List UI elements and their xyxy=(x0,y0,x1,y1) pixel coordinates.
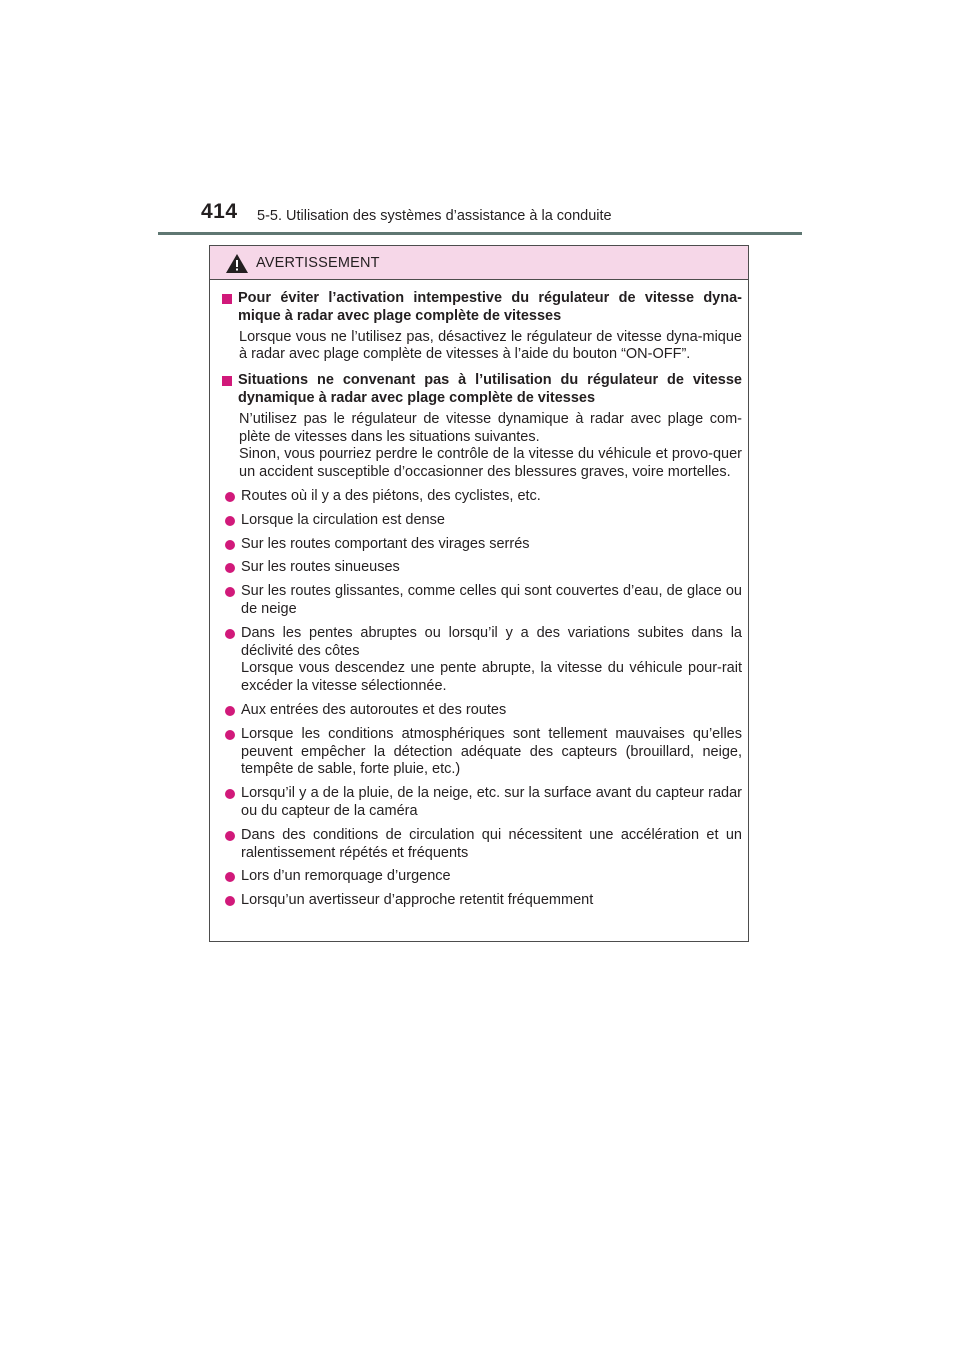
list-item xyxy=(222,488,742,506)
list-item-text: Lorsqu’un avertisseur d’approche retentit fréquemment xyxy=(241,892,594,909)
square-bullet-icon xyxy=(222,376,232,386)
circle-bullet-icon xyxy=(225,587,235,597)
list-item xyxy=(222,583,742,619)
circle-bullet-icon xyxy=(225,706,235,716)
circle-bullet-icon xyxy=(225,540,235,550)
list-item xyxy=(222,892,742,910)
section-text xyxy=(222,411,742,482)
list-item xyxy=(222,702,742,720)
warning-header xyxy=(210,246,748,280)
list-item-text: Lorsque la circulation est dense xyxy=(241,511,445,528)
list-item-text: Lorsque les conditions atmosphériques sont tellement mauvaises qu’elles peuvent empêcher la détection adéquate des capteurs (brouillard, neige, tempête de sable, forte pluie, etc.) xyxy=(241,725,742,778)
section-text xyxy=(222,329,742,365)
list-item-text: Sur les routes comportant des virages serrés xyxy=(241,535,530,552)
square-bullet-icon xyxy=(222,294,232,304)
list-item xyxy=(222,868,742,886)
paragraph: Sinon, vous pourriez perdre le contrôle de la vitesse du véhicule et provo-quer un accident susceptible d’occasionner des blessures graves, voire mortelles. xyxy=(239,446,742,481)
circle-bullet-icon xyxy=(225,516,235,526)
warning-box xyxy=(209,245,749,942)
header-rule xyxy=(158,232,802,235)
paragraph: Lorsque vous ne l’utilisez pas, désactivez le régulateur de vitesse dyna-mique à radar avec plage complète de vitesses à l’aide du bouton “ON-OFF”. xyxy=(239,328,742,363)
list-item-text: Aux entrées des autoroutes et des routes xyxy=(241,701,507,718)
warning-section xyxy=(222,372,742,910)
circle-bullet-icon xyxy=(225,872,235,882)
list-item xyxy=(222,559,742,577)
circle-bullet-icon xyxy=(225,730,235,740)
list-item-text: Lors d’un remorquage d’urgence xyxy=(241,868,451,885)
list-item-text: Lorsqu’il y a de la pluie, de la neige, etc. sur la surface avant du capteur radar ou du capteur de la caméra xyxy=(241,785,742,819)
circle-bullet-icon xyxy=(225,896,235,906)
circle-bullet-icon xyxy=(225,563,235,573)
circle-bullet-icon xyxy=(225,789,235,799)
list-item-text: Dans des conditions de circulation qui nécessitent une accélération et un ralentissement répétés et fréquents xyxy=(241,826,742,861)
circle-bullet-icon xyxy=(225,831,235,841)
list-item-subtext: Lorsque vous descendez une pente abrupte, la vitesse du véhicule pour-rait excéder la vitesse sélectionnée. xyxy=(241,660,742,695)
list-item xyxy=(222,726,742,779)
list-item xyxy=(222,512,742,530)
list-item xyxy=(222,785,742,821)
warning-body xyxy=(210,280,748,910)
list-item xyxy=(222,625,742,696)
page-header xyxy=(0,0,960,240)
circle-bullet-icon xyxy=(225,629,235,639)
list-item-text: Dans les pentes abruptes ou lorsqu’il y a des variations subites dans la déclivité des côtes xyxy=(241,624,742,659)
list-item xyxy=(222,827,742,863)
warning-section xyxy=(222,290,742,364)
paragraph: N’utilisez pas le régulateur de vitesse dynamique à radar avec plage com-plète de vitesses dans les situations suivantes. xyxy=(239,410,742,445)
section-title: 5-5. Utilisation des systèmes d’assistance à la conduite xyxy=(257,208,612,224)
warning-triangle-icon xyxy=(226,254,248,273)
list-item-text: Sur les routes glissantes, comme celles qui sont couvertes d’eau, de glace ou de neige xyxy=(241,583,742,617)
section-heading: Situations ne convenant pas à l’utilisation du régulateur de vitesse dynamique à radar avec plage complète de vitesses xyxy=(238,372,742,406)
list-item-text: Sur les routes sinueuses xyxy=(241,559,400,576)
section-heading: Pour éviter l’activation intempestive du régulateur de vitesse dyna-mique à radar avec plage complète de vitesses xyxy=(238,290,742,324)
warning-title: AVERTISSEMENT xyxy=(256,254,380,271)
list-item-text: Routes où il y a des piétons, des cyclistes, etc. xyxy=(241,487,541,504)
list-item xyxy=(222,536,742,554)
circle-bullet-icon xyxy=(225,492,235,502)
page-number: 414 xyxy=(201,200,238,223)
